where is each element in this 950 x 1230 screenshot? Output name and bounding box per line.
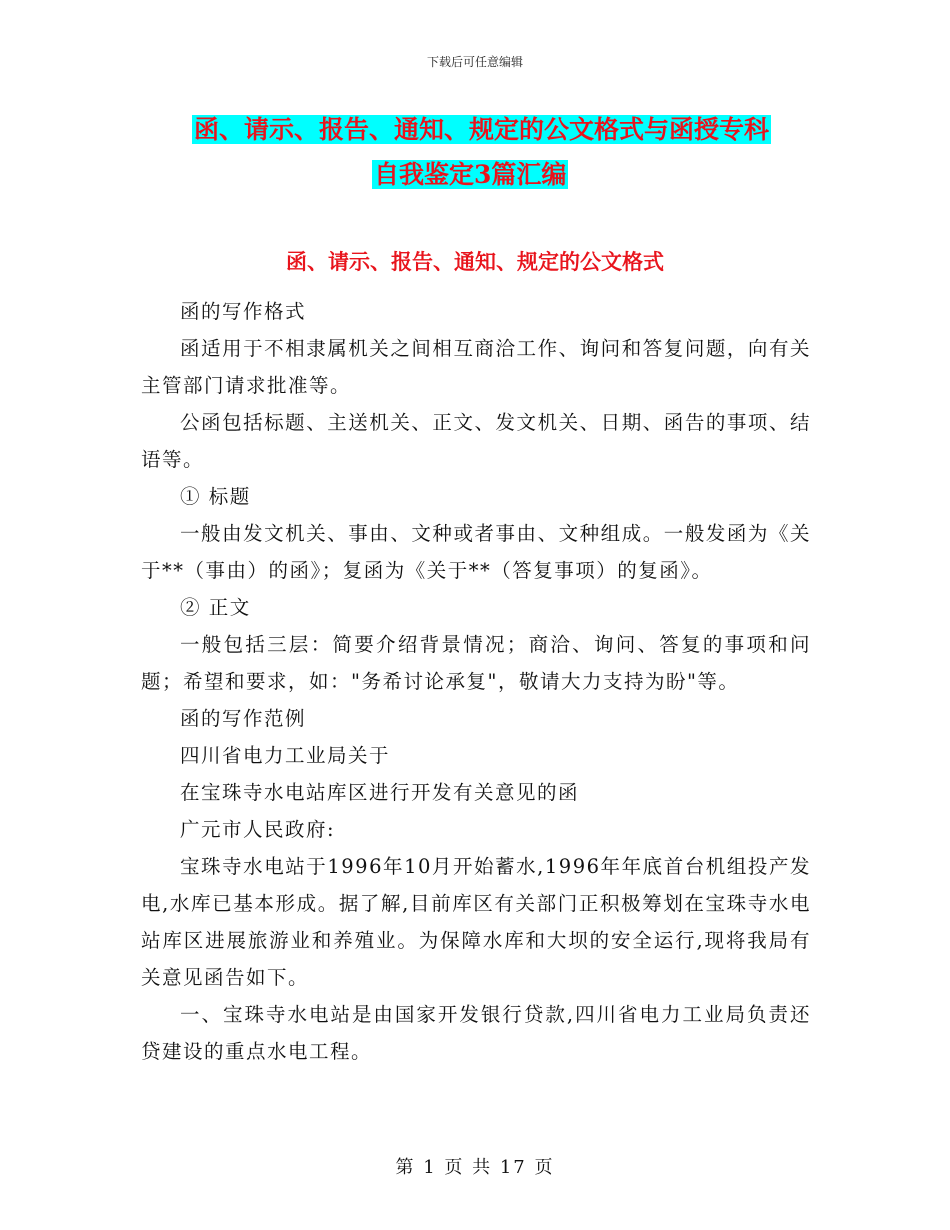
page-header: 下载后可任意编辑 [426, 55, 523, 69]
paragraph: 在宝珠寺水电站库区进行开发有关意见的函 [180, 781, 580, 804]
paragraph: 公函包括标题、主送机关、正文、发文机关、日期、函告的事项、结语等。 [141, 411, 811, 471]
paragraph: 一般包括三层：简要介绍背景情况；商洽、询问、答复的事项和问题；希望和要求，如："务希讨论承复"，敬请大力支持为盼"等。 [141, 633, 811, 693]
paragraph: 广元市人民政府: [180, 818, 336, 841]
title-highlight-2: 自我鉴定3篇汇编 [374, 160, 567, 189]
page-footer: 第 1 页 共 17 页 [395, 1157, 555, 1178]
document-title-line1 [192, 112, 771, 148]
document-body [141, 293, 811, 1070]
paragraph: 宝珠寺水电站于1996年10月开始蓄水,1996年年底首台机组投产发电,水库已基本形成。据了解,目前库区有关部门正积极筹划在宝珠寺水电站库区进展旅游业和养殖业。为保障水库和大坝的安全运行,现将我局有关意见函告如下。 [141, 855, 811, 989]
paragraph: 一、宝珠寺水电站是由国家开发银行贷款,四川省电力工业局负责还贷建设的重点水电工程。 [141, 1003, 811, 1063]
paragraph: ① 标题 [180, 485, 251, 508]
paragraph: 函适用于不相隶属机关之间相互商洽工作、询问和答复问题，向有关主管部门请求批准等。 [141, 337, 811, 397]
paragraph: 函的写作格式 [180, 300, 307, 323]
paragraph: 四川省电力工业局关于 [180, 744, 391, 767]
paragraph: 一般由发文机关、事由、文种或者事由、文种组成。一般发函为《关于**（事由）的函》；复函为《关于**（答复事项）的复函》。 [141, 522, 811, 582]
section-title: 函、请示、报告、通知、规定的公文格式 [286, 249, 664, 274]
title-highlight-1: 函、请示、报告、通知、规定的公文格式与函授专科 [194, 115, 770, 144]
paragraph: ② 正文 [180, 596, 251, 619]
document-title-line2 [372, 157, 568, 193]
paragraph: 函的写作范例 [180, 707, 307, 730]
